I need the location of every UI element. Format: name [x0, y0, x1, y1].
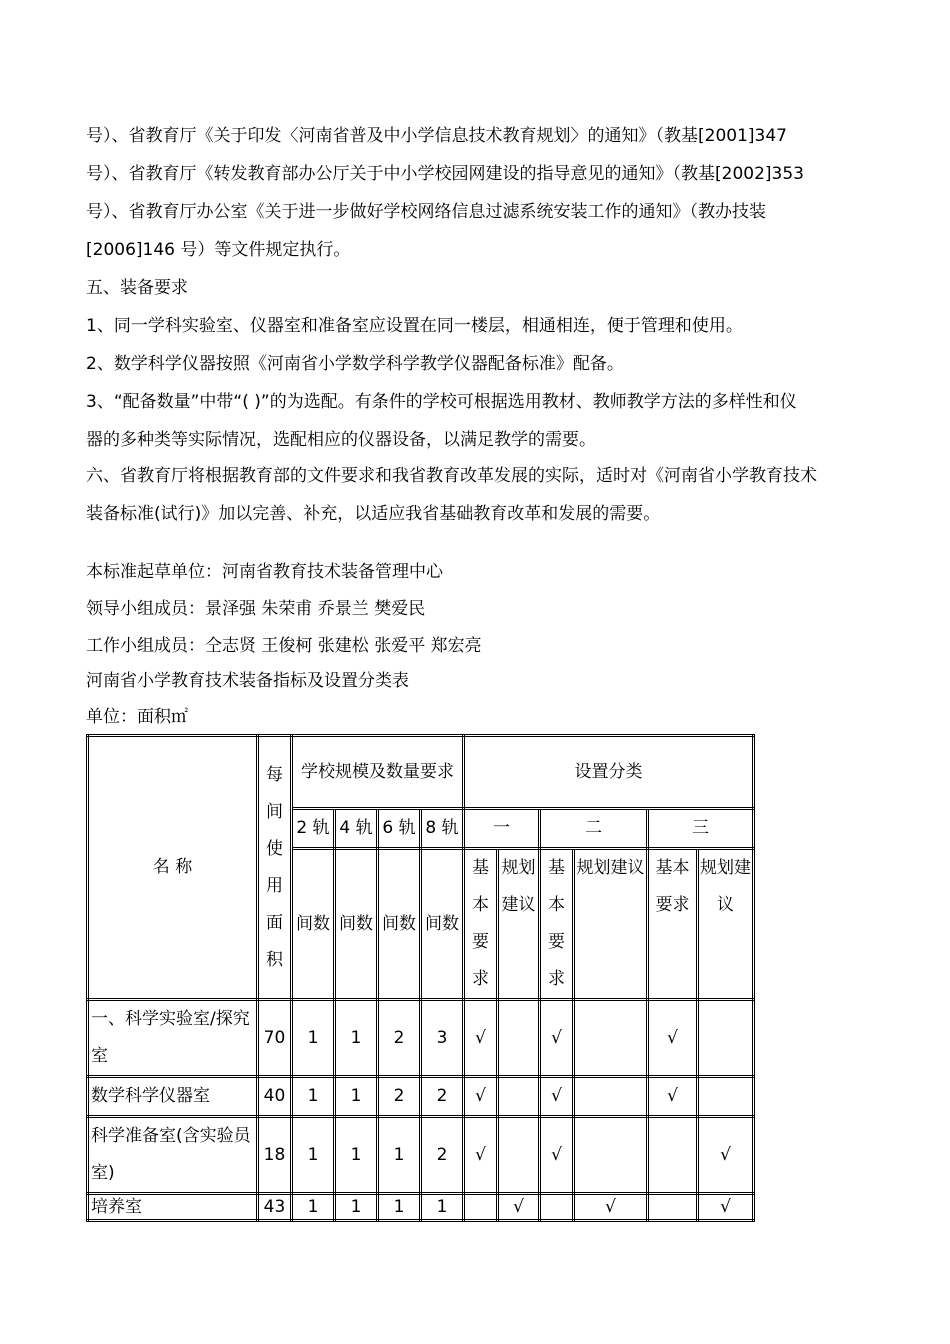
row-count: 1 — [292, 1077, 335, 1117]
requirement-text: 3、“配备数量”中带“( )”的为选配。有条件的学校可根据选用教材、教师教学方法的多样性和仪 — [86, 392, 797, 412]
row-name: 科学准备室(含实验员室) — [88, 1117, 258, 1194]
area-header: 每间使用面积 — [258, 736, 292, 1000]
drafter-line: 本标准起草单位：河南省教育技术装备管理中心 — [86, 562, 443, 582]
row-check — [498, 1117, 540, 1194]
row-check — [648, 1117, 698, 1194]
requirement-item-3 — [86, 383, 916, 459]
row-check — [698, 1000, 754, 1077]
plan-header: 规划建议 — [574, 849, 648, 1000]
text-line: 号）、省教育厅办公室《关于进一步做好学校网络信息过滤系统安装工作的通知》（教办技装 — [86, 202, 766, 222]
row-check — [498, 1000, 540, 1077]
row-check: √ — [540, 1000, 574, 1077]
row-count: 2 — [378, 1000, 421, 1077]
row-check: √ — [698, 1117, 754, 1194]
row-check: √ — [574, 1194, 648, 1221]
text-line: 装备标准(试行)》加以完善、补充，以适应我省基础教育改革和发展的需要。 — [86, 504, 661, 524]
count-header: 间数 — [335, 849, 378, 1000]
row-check — [574, 1077, 648, 1117]
scale-header: 学校规模及数量要求 — [292, 736, 464, 809]
table-header-row — [88, 736, 754, 809]
requirement-item-2 — [86, 345, 916, 383]
row-check: √ — [648, 1077, 698, 1117]
equipment-table — [86, 734, 755, 1222]
row-check: √ — [648, 1000, 698, 1077]
row-count: 2 — [421, 1117, 464, 1194]
group-header: 三 — [648, 809, 754, 849]
row-check: √ — [464, 1000, 498, 1077]
section-heading-equipment — [86, 269, 916, 307]
track-header: 8 轨 — [421, 809, 464, 849]
row-name: 一、科学实验室/探究室 — [88, 1000, 258, 1077]
requirement-text: 器的多种类等实际情况，选配相应的仪器设备，以满足教学的需要。 — [86, 430, 596, 450]
track-header: 6 轨 — [378, 809, 421, 849]
text-line: 号）、省教育厅《转发教育部办公厅关于中小学校园网建设的指导意见的通知》（教基[2002]353 — [86, 164, 804, 184]
category-header: 设置分类 — [464, 736, 754, 809]
text-line: [2006]146 号）等文件规定执行。 — [86, 240, 351, 260]
table-row — [88, 1117, 754, 1194]
track-header: 2 轨 — [292, 809, 335, 849]
row-count: 1 — [335, 1117, 378, 1194]
requirement-text: 2、数学科学仪器按照《河南省小学数学科学教学仪器配备标准》配备。 — [86, 354, 624, 374]
table-unit: 单位：面积㎡ — [86, 707, 188, 727]
row-check: √ — [540, 1077, 574, 1117]
row-check: √ — [464, 1117, 498, 1194]
basic-header: 基本要求 — [648, 849, 698, 1000]
row-area: 40 — [258, 1077, 292, 1117]
count-header: 间数 — [378, 849, 421, 1000]
row-count: 1 — [292, 1117, 335, 1194]
row-check — [540, 1194, 574, 1221]
table-row — [88, 1000, 754, 1077]
plan-header: 规划建议 — [698, 849, 754, 1000]
text-line: 号）、省教育厅《关于印发〈河南省普及中小学信息技术教育规划〉的通知》（教基[2001]347 — [86, 126, 787, 146]
row-count: 1 — [292, 1194, 335, 1221]
leaders-line: 领导小组成员：景泽强 朱荣甫 乔景兰 樊爱民 — [86, 599, 426, 619]
table-row — [88, 1194, 754, 1221]
row-check — [648, 1194, 698, 1221]
row-area: 70 — [258, 1000, 292, 1077]
row-check — [574, 1117, 648, 1194]
table-title: 河南省小学教育技术装备指标及设置分类表 — [86, 671, 409, 691]
row-count: 1 — [378, 1194, 421, 1221]
row-check: √ — [698, 1194, 754, 1221]
text-line: 六、省教育厅将根据教育部的文件要求和我省教育改革发展的实际，适时对《河南省小学教育技术 — [86, 466, 817, 486]
count-header: 间数 — [421, 849, 464, 1000]
row-count: 1 — [292, 1000, 335, 1077]
row-check — [698, 1077, 754, 1117]
row-check: √ — [464, 1077, 498, 1117]
row-count: 1 — [378, 1117, 421, 1194]
row-name: 数学科学仪器室 — [88, 1077, 258, 1117]
requirement-text: 1、同一学科实验室、仪器室和准备室应设置在同一楼层，相通相连，便于管理和使用。 — [86, 316, 743, 336]
section-heading-text: 五、装备要求 — [86, 278, 188, 298]
row-count: 1 — [335, 1000, 378, 1077]
row-count: 2 — [378, 1077, 421, 1117]
row-check — [464, 1194, 498, 1221]
count-header: 间数 — [292, 849, 335, 1000]
row-check — [498, 1077, 540, 1117]
row-count: 1 — [335, 1194, 378, 1221]
row-area: 18 — [258, 1117, 292, 1194]
row-check: √ — [540, 1117, 574, 1194]
row-count: 3 — [421, 1000, 464, 1077]
basic-header: 基本要求 — [464, 849, 498, 1000]
group-header: 一 — [464, 809, 540, 849]
row-check: √ — [498, 1194, 540, 1221]
row-count: 1 — [335, 1077, 378, 1117]
plan-header: 规划建议 — [498, 849, 540, 1000]
name-header: 名 称 — [88, 736, 258, 1000]
row-count: 2 — [421, 1077, 464, 1117]
section-six-paragraph — [86, 457, 916, 533]
table-row — [88, 1077, 754, 1117]
basic-header: 基本要求 — [540, 849, 574, 1000]
workers-line: 工作小组成员：仝志贤 王俊柯 张建松 张爱平 郑宏亮 — [86, 636, 482, 656]
row-name: 培养室 — [88, 1194, 258, 1221]
row-count: 1 — [421, 1194, 464, 1221]
group-header: 二 — [540, 809, 648, 849]
requirement-item-1 — [86, 307, 916, 345]
track-header: 4 轨 — [335, 809, 378, 849]
row-check — [574, 1000, 648, 1077]
row-area: 43 — [258, 1194, 292, 1221]
regulation-paragraph — [86, 117, 916, 269]
